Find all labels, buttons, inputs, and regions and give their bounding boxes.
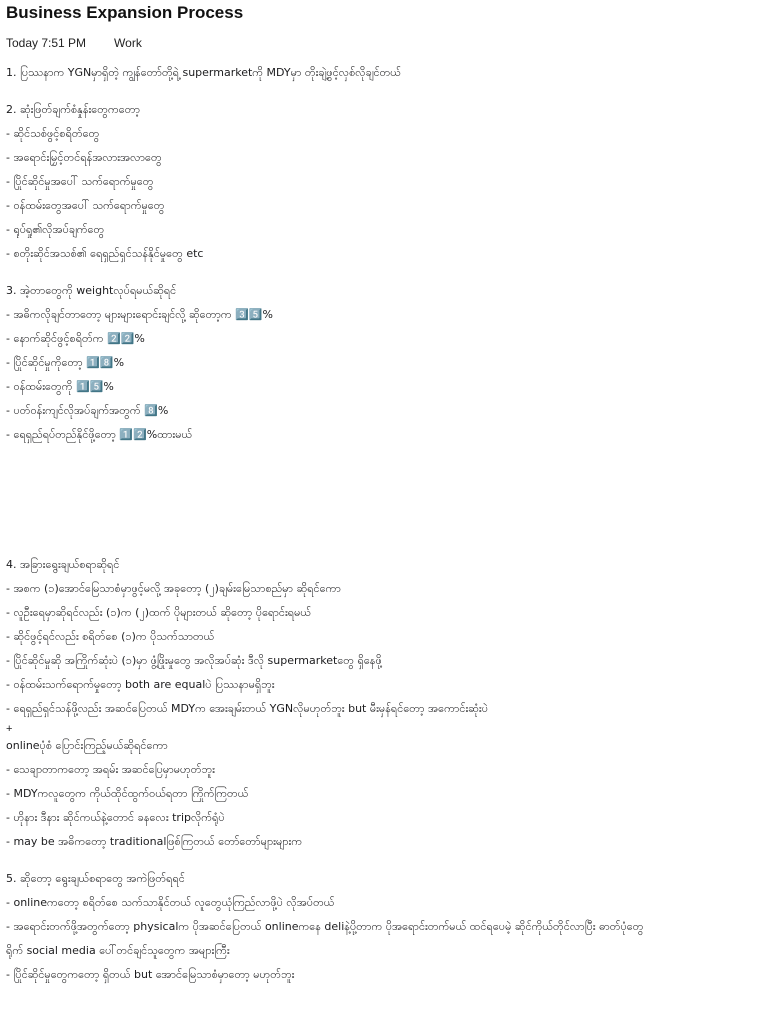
note-line-17: - အစက (၁)အောင်မြေသာစံမှာဖွင့်မလို့ အခုတော့ (၂)ချမ်းမြေသာစည်မှာ ဆိုရင်ကော <box>6 582 341 595</box>
note-line-8: - စတိုးဆိုင်အသစ်၏ ရေရှည်ရှင်သန်နိုင်မှုတွေ etc <box>6 247 204 260</box>
note-line-4: - အရောင်းမြှင့်တင်ရန်အလားအလာတွေ <box>6 151 162 164</box>
note-line-29: 5. ဆိုတော့ ရွေးချယ်စရာတွေ အကဲဖြတ်ရရင် <box>6 872 185 885</box>
note-line-11: - နောက်ဆိုင်ဖွင့်စရိတ်က 2️⃣2️⃣% <box>6 332 145 345</box>
note-line-28: - may be အဓိကတော့ traditionalဖြစ်ကြတယ် တော်တော်များများက <box>6 835 303 848</box>
note-line-27: - ဟိုနား ဒီနား ဆိုင်ကယ်နဲ့တောင် ခနလေး tripလိုက်ရုံပဲ <box>6 811 225 824</box>
note-line-19: - ဆိုင်ဖွင့်ရင်လည်း စရိတ်စေ (၁)က ပိုသက်သာတယ် <box>6 630 215 643</box>
note-line-5: - ပြိုင်ဆိုင်မှုအပေါ် သက်ရောက်မှုတွေ <box>6 175 154 188</box>
note-line-25: - သေချာတာကတော့ အရမ်း အဆင်ပြေမှာမဟုတ်ဘူး <box>6 763 215 776</box>
note-line-6: - ဝန်ထမ်းတွေအပေါ် သက်ရောက်မှုတွေ <box>6 199 165 212</box>
note-line-32: ရိုက် social media ပေါ်တင်ချင်သူတွေက အများကြီး <box>6 944 230 957</box>
note-line-10: - အဓိကလိုချင်တာတော့ များများရောင်းချင်လို့ ဆိုတော့က 3️⃣5️⃣% <box>6 308 273 321</box>
note-line-9: 3. အဲ့တာတွေကို weightလုပ်ရမယ်ဆိုရင် <box>6 284 177 297</box>
note-folder[interactable]: Work <box>114 36 142 50</box>
note-line-24: onlineပုံစံ ပြောင်းကြည့်မယ်ဆိုရင်ကော <box>6 739 168 752</box>
note-line-23: + <box>6 723 13 735</box>
note-line-14: - ပတ်ဝန်းကျင်လိုအပ်ချက်အတွက် 8️⃣% <box>6 404 169 417</box>
note-line-13: - ဝန်ထမ်းတွေကို 1️⃣5️⃣% <box>6 380 114 393</box>
note-line-21: - ဝန်ထမ်းသက်ရောက်မှုတော့ both are equalပဲ ပြဿနာမရှိဘူး <box>6 678 275 691</box>
note-line-33: - ပြိုင်ဆိုင်မှုတွေကတော့ ရှိတယ် but အောင်မြေသာစံမှာတော့ မဟုတ်ဘူး <box>6 968 295 981</box>
note-line-20: - ပြိုင်ဆိုင်မှုဆို အကြိုက်ဆုံးပဲ (၁)မှာ ဖွံ့ဖြိုးမှုတွေ အလိုအပ်ဆုံး ဒီလို supermarketတွေ ရှိနေဖို့ <box>6 654 382 667</box>
note-line-12: - ပြိုင်ဆိုင်မှုကိုတော့ 1️⃣8️⃣% <box>6 356 125 369</box>
note-meta <box>6 36 142 50</box>
note-line-26: - MDYကလူတွေက ကိုယ်ထိုင်ထွက်ဝယ်ရတာ ကြိုက်ကြတယ် <box>6 787 249 800</box>
note-line-31: - အရောင်းတက်ဖို့အတွက်တော့ physicalက ပိုအဆင်ပြေတယ် onlineကနေ deliနဲ့ပို့တာက ပိုအရောင်းတက်မယ် ထင်ရပေမဲ့ ဆိုင်ကိုယ်တိုင်လာပြီး ဓာတ်ပုံတွေ <box>6 920 644 933</box>
note-line-2: 2. ဆုံးဖြတ်ချက်စံနှုန်းတွေကတော့ <box>6 103 140 116</box>
note-line-7: - ရုပ်ရှု၏လိုအပ်ချက်တွေ <box>6 223 105 236</box>
note-line-3: - ဆိုင်သစ်ဖွင့်စရိတ်တွေ <box>6 127 100 140</box>
note-title: Business Expansion Process <box>6 3 244 22</box>
note-line-16: 4. အခြားရွေးချယ်စရာဆိုရင် <box>6 558 120 571</box>
note-line-22: - ရေရှည်ရှင်သန်ဖို့လည်း အဆင်ပြေတယ် MDYက အေးချမ်းတယ် YGNလိုမဟုတ်ဘူး but မီးမှန်ရင်တော့ အကောင်းဆုံးပဲ <box>6 702 488 715</box>
note-line-18: - လူဦးရေမှာဆိုရင်လည်း (၁)က (၂)ထက် ပိုများတယ် ဆိုတော့ ပိုရောင်းရမယ် <box>6 606 312 619</box>
note-line-1: 1. ပြဿနာက YGNမှာရှိတဲ့ ကျွန်တော်တို့ရဲ့ supermarketကို MDYမှာ တိုးချဲ့ဖွင့်လှစ်လိုချင်တယ် <box>6 66 401 79</box>
note-line-15: - ရေရှည်ရပ်တည်နိုင်ဖို့တော့ 1️⃣2️⃣%ထားမယ် <box>6 428 193 441</box>
note-date: Today 7:51 PM <box>6 36 87 50</box>
note-line-30: - onlineကတော့ စရိတ်စေ သက်သာနိုင်တယ် လူတွေယုံကြည်လာဖို့ပဲ လိုအပ်တယ် <box>6 896 335 909</box>
